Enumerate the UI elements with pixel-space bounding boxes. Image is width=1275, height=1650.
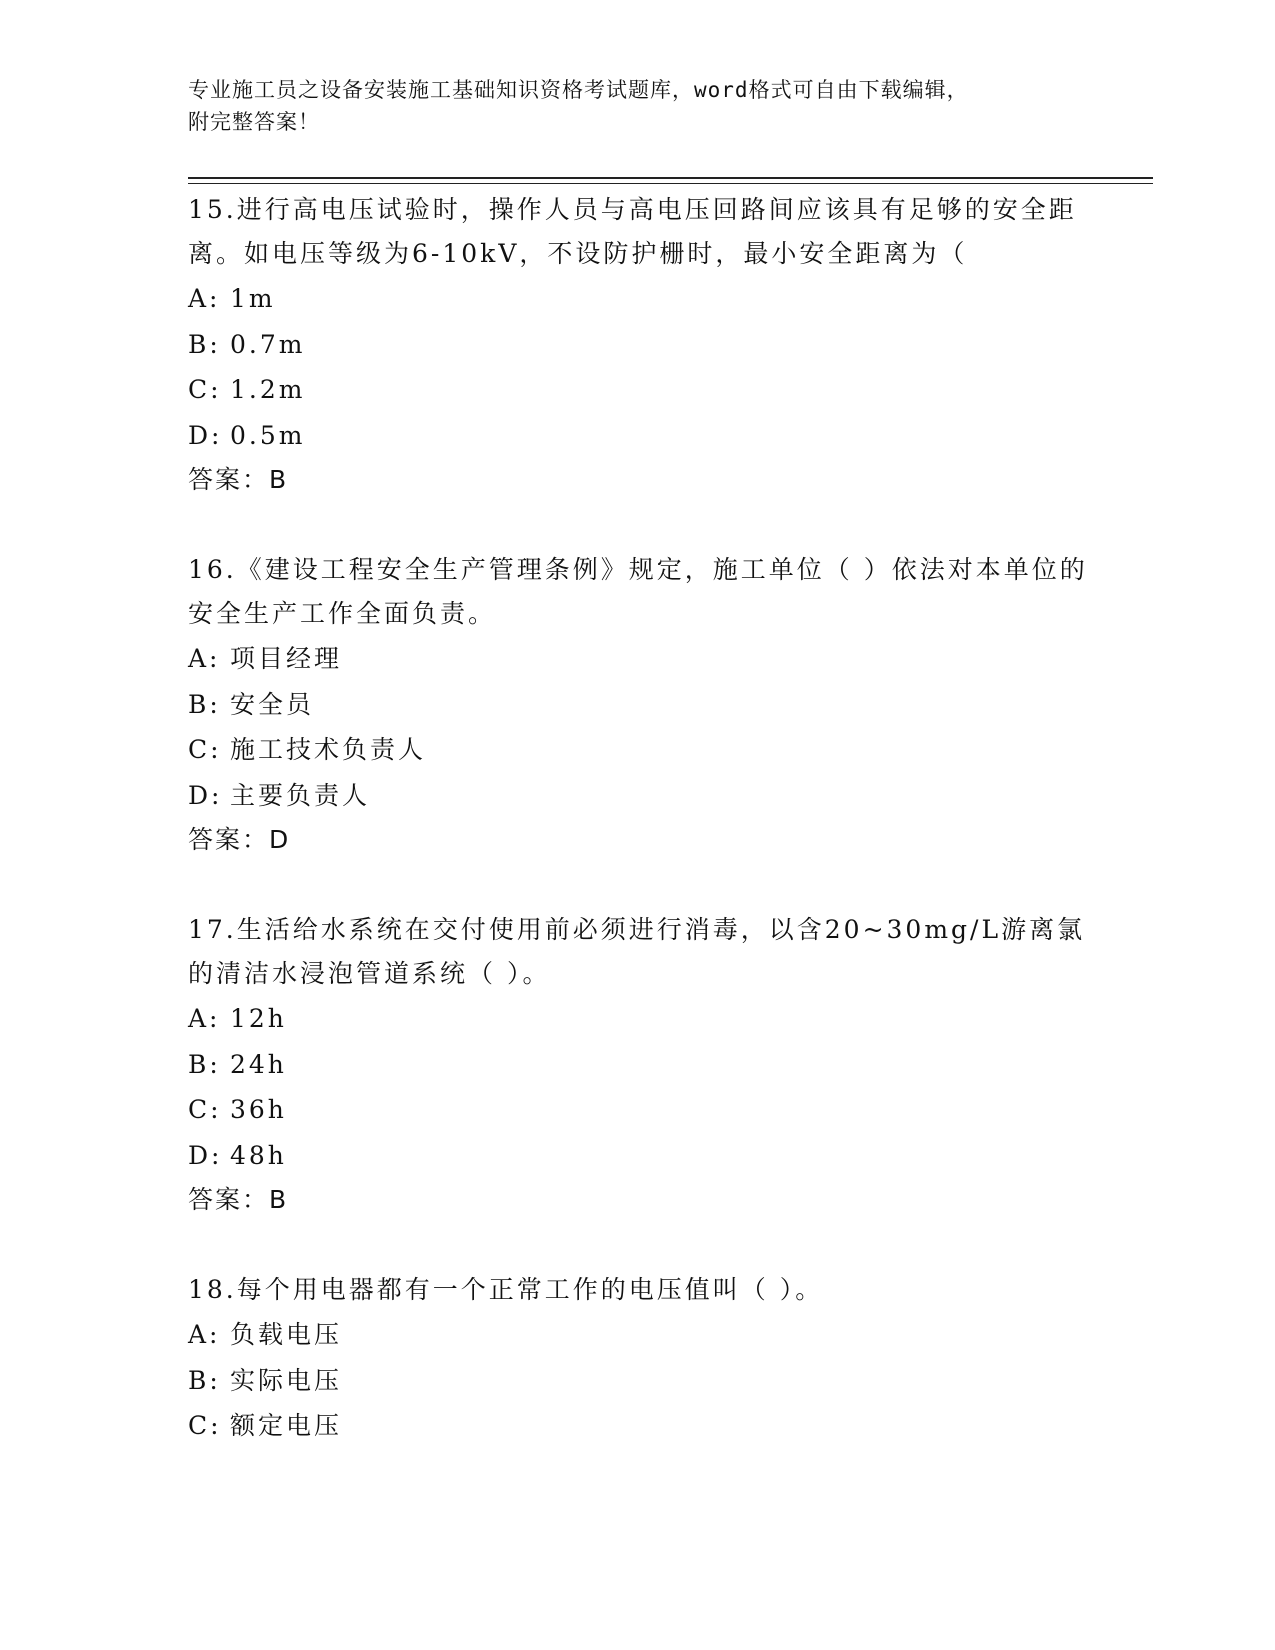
option-text: 12h <box>230 1004 287 1033</box>
option-key: D: <box>188 780 223 810</box>
option-d <box>188 413 1088 459</box>
option-text: 主要负责人 <box>230 780 371 810</box>
option-key: C: <box>188 1411 222 1440</box>
option-text: 48h <box>230 1140 287 1170</box>
question-stem: 17.生活给水系统在交付使用前必须进行消毒，以含20~30mg/L游离氯的清洁水浸泡管道系统（ ）。 <box>188 915 1086 988</box>
option-text: 24h <box>230 1049 287 1079</box>
question-stem: 16.《建设工程安全生产管理条例》规定，施工单位（ ）依法对本单位的安全生产工作全面负责。 <box>188 555 1088 628</box>
option-text: 36h <box>230 1095 287 1124</box>
option-c <box>188 367 1088 413</box>
option-key: A: <box>188 1320 221 1349</box>
option-key: B: <box>188 329 221 359</box>
question-stem: 18.每个用电器都有一个正常工作的电压值叫（ ）。 <box>188 1275 824 1304</box>
option-text: 1m <box>230 284 276 313</box>
option-b <box>188 1358 1088 1404</box>
option-key: B: <box>188 689 221 719</box>
question-15 <box>188 188 1088 502</box>
question-18 <box>188 1268 1088 1449</box>
option-a <box>188 1312 1088 1358</box>
option-key: A: <box>188 644 221 673</box>
option-key: C: <box>188 735 222 764</box>
option-text: 安全员 <box>230 689 315 719</box>
option-text: 0.5m <box>230 420 306 450</box>
option-text: 实际电压 <box>230 1365 343 1395</box>
option-text: 额定电压 <box>230 1411 343 1440</box>
answer: 答案：B <box>188 465 289 494</box>
option-c <box>188 727 1088 773</box>
option-key: D: <box>188 1140 223 1170</box>
option-a <box>188 996 1088 1042</box>
option-key: C: <box>188 375 222 404</box>
option-key: B: <box>188 1365 221 1395</box>
option-text: 0.7m <box>230 329 306 359</box>
question-17 <box>188 908 1088 1222</box>
option-key: C: <box>188 1095 222 1124</box>
option-text: 1.2m <box>230 375 306 404</box>
option-a <box>188 276 1088 322</box>
option-key: A: <box>188 284 221 313</box>
option-d <box>188 1133 1088 1179</box>
answer: 答案：D <box>188 825 291 854</box>
option-text: 施工技术负责人 <box>230 735 427 764</box>
header-divider-thin <box>188 183 1153 184</box>
header-line-1: 专业施工员之设备安装施工基础知识资格考试题库，word格式可自由下载编辑， <box>188 78 969 102</box>
document-header <box>188 74 1068 138</box>
option-key: B: <box>188 1049 221 1079</box>
option-text: 项目经理 <box>230 644 343 673</box>
option-c <box>188 1087 1088 1133</box>
option-key: A: <box>188 1004 221 1033</box>
option-text: 负载电压 <box>230 1320 343 1349</box>
option-b <box>188 1042 1088 1088</box>
header-line-2: 附完整答案！ <box>188 110 320 134</box>
option-b <box>188 322 1088 368</box>
answer: 答案：B <box>188 1185 289 1214</box>
question-stem: 15.进行高电压试验时，操作人员与高电压回路间应该具有足够的安全距离。如电压等级为6-10kV，不设防护栅时，最小安全距离为（ <box>188 195 1077 268</box>
option-a <box>188 636 1088 682</box>
option-b <box>188 682 1088 728</box>
option-key: D: <box>188 420 223 450</box>
question-16 <box>188 548 1088 862</box>
option-c <box>188 1403 1088 1449</box>
header-divider <box>188 177 1153 179</box>
option-d <box>188 773 1088 819</box>
